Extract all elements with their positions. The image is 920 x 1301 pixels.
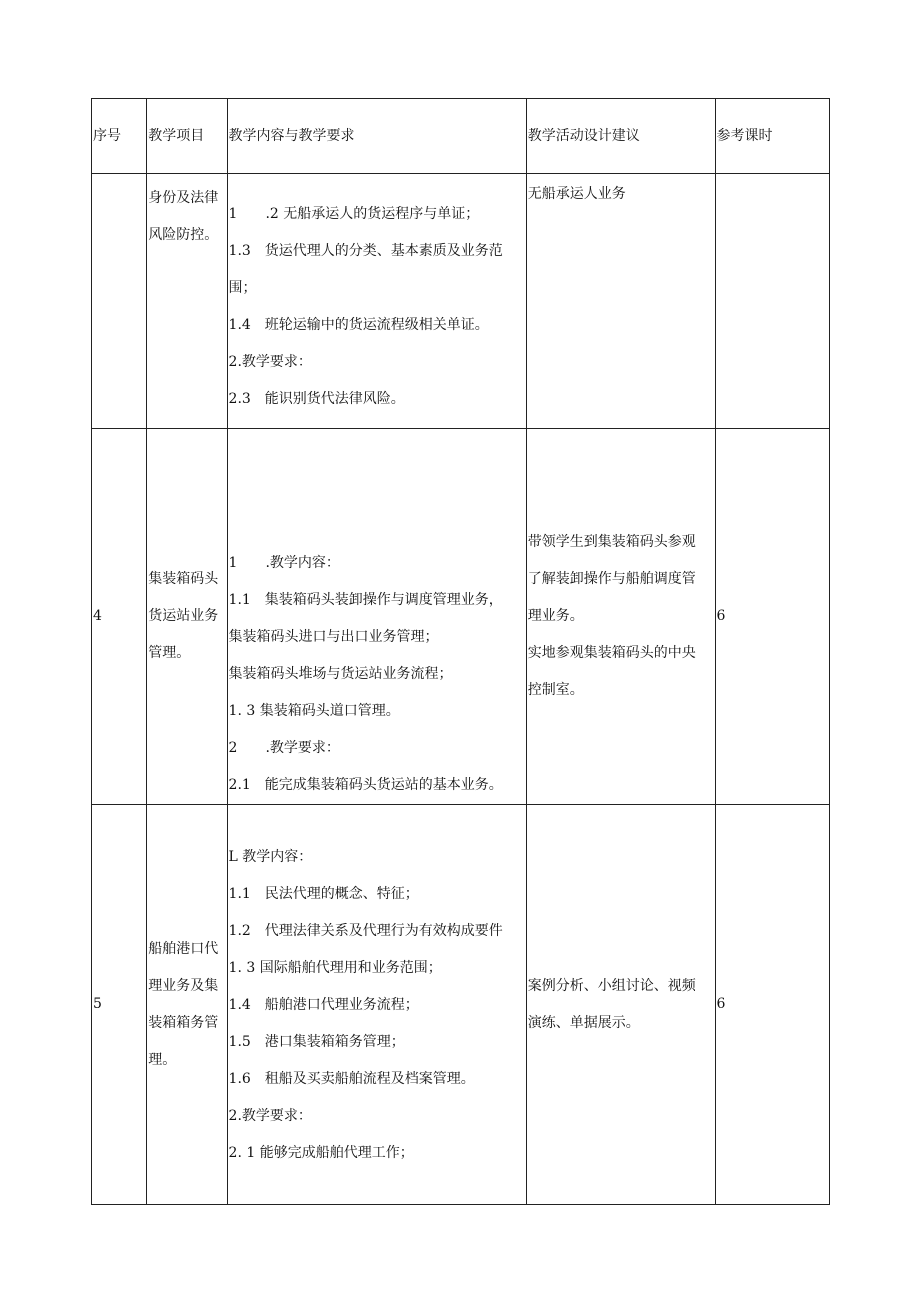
table-row	[92, 429, 830, 805]
content-line: 1.3 货运代理人的分类、基本素质及业务范	[228, 243, 503, 259]
cell-hours: 6	[715, 429, 830, 805]
content-line: 1.6 租船及买卖船舶流程及档案管理。	[228, 1071, 475, 1087]
content-line: L 教学内容：	[228, 849, 313, 865]
content-line: 2.3 能识别货代法律风险。	[228, 391, 405, 407]
header-content: 教学内容与教学要求	[227, 99, 526, 174]
cell-activity	[526, 805, 715, 1205]
content-line: 1 .教学内容：	[228, 555, 340, 571]
item-text: 集装箱码头货运站业务管理。	[148, 571, 219, 661]
curriculum-table	[91, 98, 830, 1205]
cell-seq: 4	[92, 429, 147, 805]
content-line: 1.1 集装箱码头装卸操作与调度管理业务，	[228, 592, 503, 608]
table-header-row	[92, 99, 830, 174]
content-line: 1.4 船舶港口代理业务流程；	[228, 997, 419, 1013]
content-line: 围；	[228, 280, 257, 296]
activity-line: 实地参观集装箱码头的中央	[527, 645, 696, 661]
activity-text: 无船承运人业务	[527, 186, 626, 202]
content-line: 2.教学要求：	[228, 354, 312, 370]
content-line: 1.2 代理法律关系及代理行为有效构成要件	[228, 923, 503, 939]
cell-item	[147, 174, 227, 429]
content-line: 1. 3 集装箱码头道口管理。	[228, 703, 400, 719]
cell-hours: 6	[715, 805, 830, 1205]
activity-line: 演练、单据展示。	[527, 1014, 640, 1031]
cell-item	[147, 429, 227, 805]
content-line: 集装箱码头进口与出口业务管理；	[228, 629, 439, 645]
content-line: 1.4 班轮运输中的货运流程级相关单证。	[228, 317, 489, 333]
cell-hours	[715, 174, 830, 429]
activity-line: 控制室。	[527, 682, 584, 698]
header-activity: 教学活动设计建议	[526, 99, 715, 174]
cell-content	[227, 174, 526, 429]
item-text: 身份及法律风险防控。	[148, 190, 219, 243]
cell-item	[147, 805, 227, 1205]
content-line: 2 .教学要求：	[228, 740, 340, 756]
content-line: 1.1 民法代理的概念、特征；	[228, 886, 419, 902]
content-line: 1 .2 无船承运人的货运程序与单证；	[228, 206, 480, 222]
content-line: 集装箱码头堆场与货运站业务流程；	[228, 666, 453, 682]
cell-seq	[92, 174, 147, 429]
content-line: 2. 1 能够完成船舶代理工作；	[228, 1145, 414, 1161]
activity-line: 案例分析、小组讨论、视频	[527, 977, 696, 994]
cell-seq: 5	[92, 805, 147, 1205]
table-row	[92, 174, 830, 429]
content-line: 1.5 港口集装箱箱务管理；	[228, 1034, 405, 1050]
cell-activity	[526, 174, 715, 429]
cell-activity	[526, 429, 715, 805]
content-line: 2.1 能完成集装箱码头货运站的基本业务。	[228, 777, 503, 793]
table-row	[92, 805, 830, 1205]
header-seq: 序号	[92, 99, 147, 174]
item-text: 船舶港口代理业务及集装箱箱务管理。	[148, 940, 219, 1068]
cell-content	[227, 805, 526, 1205]
content-line: 1. 3 国际船舶代理用和业务范围；	[228, 960, 442, 976]
content-line: 2.教学要求：	[228, 1108, 312, 1124]
cell-content	[227, 429, 526, 805]
header-hours: 参考课时	[715, 99, 830, 174]
activity-line: 理业务。	[527, 608, 584, 624]
header-item: 教学项目	[147, 99, 227, 174]
activity-line: 了解装卸操作与船舶调度管	[527, 571, 696, 587]
activity-line: 带领学生到集装箱码头参观	[527, 534, 696, 550]
